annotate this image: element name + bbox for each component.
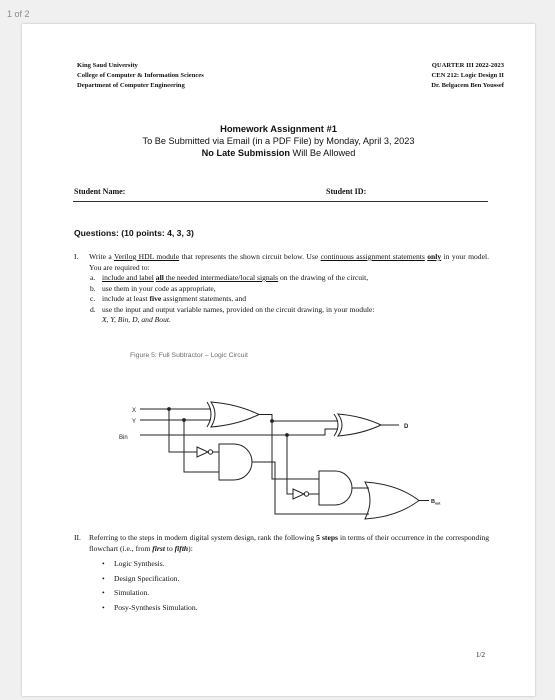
department-name: Department of Computer Engineering bbox=[77, 82, 185, 89]
or-gate bbox=[365, 482, 419, 519]
assignment-title: Homework Assignment #1 bbox=[220, 123, 337, 134]
term: QUARTER III 2022-2023 bbox=[431, 62, 504, 69]
wire-bin bbox=[140, 429, 338, 435]
item-text: assignment statements, and bbox=[161, 294, 247, 303]
bullet-icon: • bbox=[102, 559, 105, 568]
question-1 bbox=[74, 252, 489, 326]
xor-gate-1 bbox=[207, 402, 259, 427]
item-underlined: all bbox=[155, 273, 164, 282]
input-label-y: Y bbox=[132, 419, 137, 425]
university-name: King Saud University bbox=[77, 62, 138, 69]
item-text: include at least bbox=[102, 294, 150, 303]
student-info-row bbox=[74, 187, 488, 196]
q2-bold-italic: fifth bbox=[174, 543, 189, 553]
output-label-d: D bbox=[404, 424, 409, 430]
junction-dot bbox=[183, 419, 186, 422]
item-marker: b. bbox=[90, 283, 96, 293]
question-2-number: II. bbox=[74, 533, 81, 542]
q2-text-part: to bbox=[164, 543, 175, 553]
step-text: Design Specification. bbox=[114, 573, 180, 583]
q1-text-part: Write a bbox=[89, 252, 114, 261]
submission-note: To Be Submitted via Email (in a PDF File) by Monday, April 3, 2023 bbox=[142, 136, 415, 146]
instructor: Dr. Belgacem Ben Youssef bbox=[431, 82, 504, 89]
question-1-items bbox=[74, 273, 489, 326]
q1-underlined: continuous assignment statements bbox=[320, 252, 425, 261]
late-policy-rest: Will Be Allowed bbox=[289, 148, 356, 158]
question-1-number: I. bbox=[74, 252, 79, 261]
item-marker: c. bbox=[90, 294, 96, 303]
student-info-rule bbox=[73, 201, 488, 202]
bullet-icon: • bbox=[102, 588, 105, 597]
list-item bbox=[102, 557, 489, 572]
wire-y-tap bbox=[184, 420, 219, 472]
item-underlined: include and label bbox=[102, 273, 154, 282]
q2-bold-italic: first bbox=[152, 543, 165, 553]
student-id-label: Student ID: bbox=[326, 187, 367, 196]
junction-dot bbox=[271, 420, 274, 423]
bullet-icon: • bbox=[102, 573, 105, 583]
item-marker: d. bbox=[90, 304, 96, 314]
list-item bbox=[102, 586, 489, 601]
q1-text-part: that represents the shown circuit below. Use bbox=[179, 252, 321, 261]
item-text: use the input and output variable names, provided on the circuit drawing, in your module: bbox=[102, 304, 375, 314]
wire-xor1-tap bbox=[272, 421, 319, 479]
list-item bbox=[102, 572, 489, 587]
q1-text-part: in your model. You are required to: bbox=[89, 252, 489, 272]
junction-dot bbox=[168, 408, 171, 411]
question-2-text bbox=[89, 533, 489, 554]
document-page bbox=[22, 24, 535, 696]
bullet-icon: • bbox=[102, 602, 105, 612]
q1-underlined: Verilog HDL module bbox=[113, 252, 180, 261]
list-item bbox=[90, 305, 489, 326]
step-text: Posy-Synthesis Simulation. bbox=[114, 602, 198, 612]
wire-and1-out bbox=[252, 462, 369, 514]
item-text: use them in your code as appropriate, bbox=[102, 283, 216, 293]
q2-text-part: in terms of their occurrence in the corresponding flowchart (i.e., from bbox=[89, 533, 490, 553]
junction-dot bbox=[286, 434, 289, 437]
figure-caption: Figure 5: Full Subtractor – Logic Circuit bbox=[130, 352, 248, 359]
header-right bbox=[431, 61, 504, 91]
inverter-2 bbox=[293, 489, 309, 499]
q2-bold: 5 steps bbox=[316, 533, 339, 542]
step-text: Simulation. bbox=[114, 588, 150, 597]
input-label-bin: Bin bbox=[119, 435, 128, 441]
page-number: 1/2 bbox=[476, 651, 485, 659]
list-item bbox=[102, 601, 489, 616]
wire-bin-tap bbox=[287, 435, 293, 494]
late-policy-bold: No Late Submission bbox=[201, 148, 290, 158]
list-item bbox=[90, 294, 489, 305]
header-left bbox=[77, 61, 204, 91]
college-name: College of Computer & Information Sciences bbox=[77, 72, 204, 79]
item-text: on the drawing of the circuit, bbox=[278, 273, 369, 282]
item-variables: X, Y, Bin, D, and Bout. bbox=[102, 315, 171, 324]
course: CEN 212: Logic Design II bbox=[431, 72, 504, 79]
full-subtractor-circuit bbox=[107, 369, 441, 529]
assignment-title-block bbox=[22, 123, 535, 159]
item-bold: five bbox=[149, 294, 162, 303]
question-1-text bbox=[89, 252, 489, 273]
input-label-x: X bbox=[132, 408, 137, 414]
q2-text-part: ): bbox=[188, 543, 193, 553]
output-label-bout: $B_{out}$ bbox=[431, 499, 441, 506]
list-item bbox=[90, 284, 489, 295]
wire-x-tap bbox=[169, 409, 197, 452]
and-gate-1 bbox=[219, 444, 252, 480]
question-2 bbox=[74, 533, 489, 615]
item-marker: a. bbox=[90, 273, 96, 282]
design-steps-list bbox=[74, 557, 489, 615]
list-item bbox=[90, 273, 489, 284]
questions-heading: Questions: (10 points: 4, 3, 3) bbox=[74, 228, 194, 238]
student-name-label: Student Name: bbox=[74, 187, 126, 196]
q2-text-part: Referring to the steps in modern digital system design, rank the following bbox=[89, 533, 317, 542]
item-underlined: the needed intermediate/local signals bbox=[163, 273, 279, 282]
xor-gate-2 bbox=[334, 414, 381, 436]
inverter-1 bbox=[197, 447, 213, 457]
late-policy bbox=[22, 147, 535, 159]
step-text: Logic Synthesis. bbox=[114, 559, 165, 568]
and-gate-2 bbox=[319, 471, 352, 505]
page-indicator: 1 of 2 bbox=[7, 9, 30, 19]
q1-underlined: only bbox=[427, 252, 442, 261]
